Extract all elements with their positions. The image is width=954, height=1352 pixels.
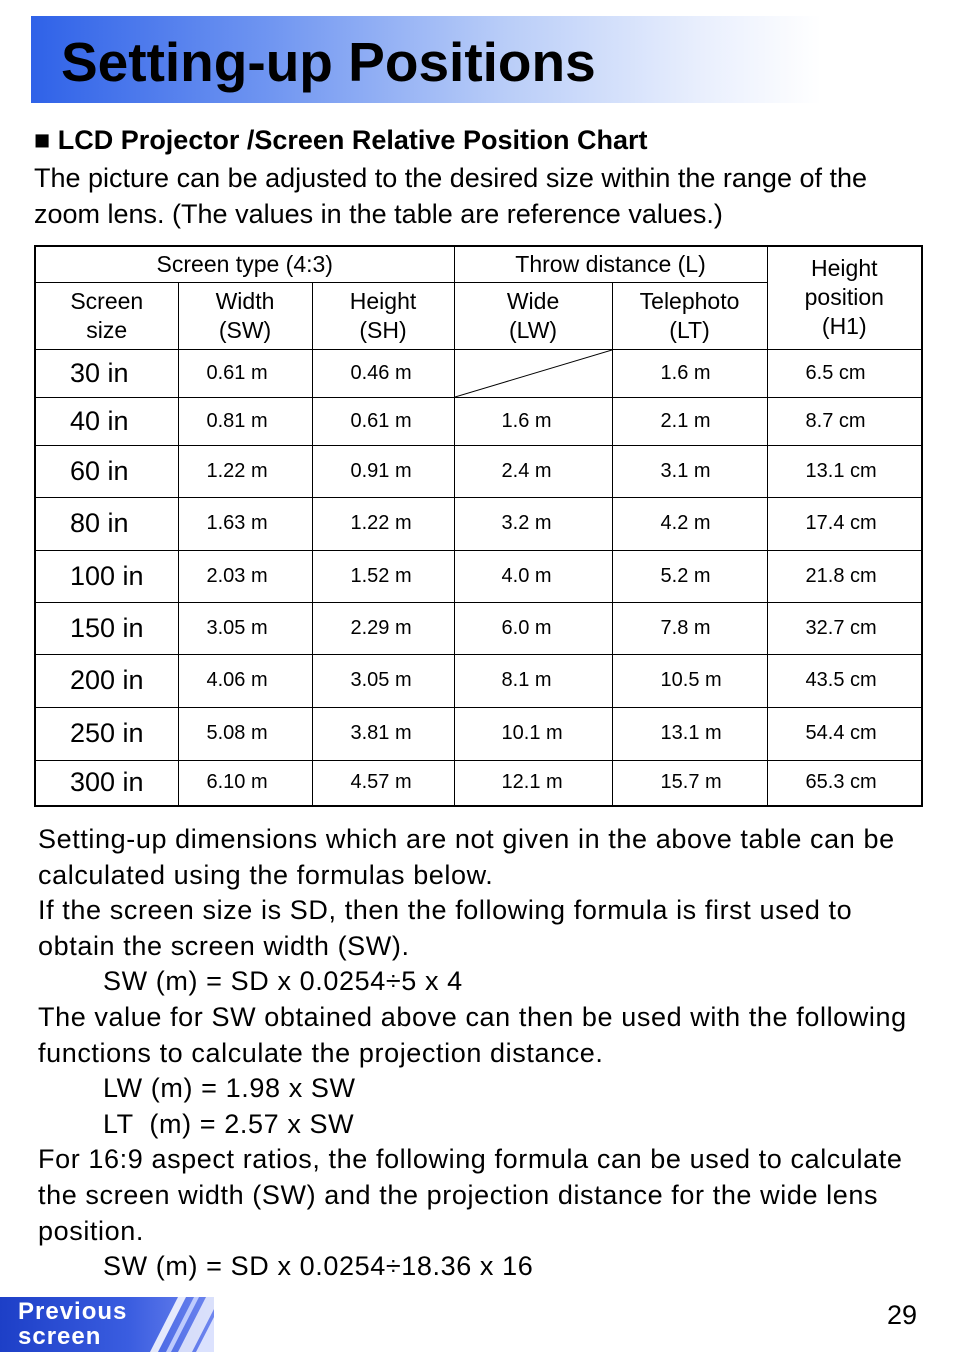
table-row [35,602,922,654]
cell-sw: 1.63 m [178,497,312,550]
cell-sh: 4.57 m [312,760,454,806]
cell-h1: 43.5 cm [767,654,922,707]
title-banner [31,16,821,103]
cell-size: 80 in [35,497,178,550]
cell-lw: 8.1 m [454,654,612,707]
cell-size: 300 in [35,760,178,806]
cell-sh: 0.61 m [312,397,454,445]
cell-sh: 0.46 m [312,349,454,397]
header-width: Width (SW) [178,282,312,349]
page-title: Setting-up Positions [61,31,596,93]
cell-sw: 5.08 m [178,707,312,760]
cell-h1: 8.7 cm [767,397,922,445]
cell-sh: 2.29 m [312,602,454,654]
table-row [35,550,922,602]
header-throw-distance: Throw distance (L) [454,246,767,282]
cell-lw-not-applicable [454,349,612,397]
cell-sw: 2.03 m [178,550,312,602]
previous-screen-label [18,1299,168,1349]
formula-lw: LW (m) = 1.98 x SW [103,1073,356,1104]
cell-lw: 2.4 m [454,445,612,497]
cell-h1: 65.3 cm [767,760,922,806]
cell-lt: 1.6 m [612,349,767,397]
intro-text: The picture can be adjusted to the desired size within the range of the zoom lens. (The values in the table are reference values.) [34,163,868,229]
header-height-position: Height position (H1) [767,246,922,349]
position-chart-table [34,245,923,807]
body-paragraph: Setting-up dimensions which are not given in the above table can be calculated using the formulas below. [38,824,895,890]
cell-sw: 3.05 m [178,602,312,654]
cell-h1: 6.5 cm [767,349,922,397]
cell-lw: 3.2 m [454,497,612,550]
cell-size: 200 in [35,654,178,707]
header-screen-size: Screen size [35,282,178,349]
cell-h1: 13.1 cm [767,445,922,497]
table-row [35,349,922,397]
cell-sw: 0.61 m [178,349,312,397]
cell-h1: 32.7 cm [767,602,922,654]
formula-lt: LT (m) = 2.57 x SW [103,1108,355,1139]
cell-size: 100 in [35,550,178,602]
table-header-row-1 [35,246,922,282]
table-row [35,497,922,550]
cell-lw: 12.1 m [454,760,612,806]
cell-sh: 3.81 m [312,707,454,760]
body-paragraph: For 16:9 aspect ratios, the following formula can be used to calculate the screen width (SW) and the projection distance for the wide lens position. [38,1144,903,1246]
header-height: Height (SH) [312,282,454,349]
previous-label-line2: screen [18,1323,102,1350]
cell-sw: 0.81 m [178,397,312,445]
body-paragraph: The value for SW obtained above can then be used with the following functions to calculate the projection distance. [38,1001,907,1068]
cell-size: 40 in [35,397,178,445]
cell-lt: 13.1 m [612,707,767,760]
table-row [35,654,922,707]
previous-label-line1: Previous [18,1298,128,1325]
cell-h1: 54.4 cm [767,707,922,760]
cell-lt: 7.8 m [612,602,767,654]
cell-lt: 3.1 m [612,445,767,497]
cell-sh: 0.91 m [312,445,454,497]
formula-sw-169: SW (m) = SD x 0.0254÷18.36 x 16 [103,1251,534,1282]
cell-lt: 4.2 m [612,497,767,550]
cell-sw: 4.06 m [178,654,312,707]
formula-explanation [38,822,928,1285]
cell-lt: 5.2 m [612,550,767,602]
cell-lw: 4.0 m [454,550,612,602]
page-number: 29 [887,1300,918,1330]
cell-lw: 1.6 m [454,397,612,445]
cell-sw: 1.22 m [178,445,312,497]
cell-sw: 6.10 m [178,760,312,806]
cell-sh: 3.05 m [312,654,454,707]
diagonal-line-icon [455,350,612,397]
cell-size: 250 in [35,707,178,760]
table-row [35,760,922,806]
cell-lt: 15.7 m [612,760,767,806]
table-row [35,397,922,445]
header-wide: Wide (LW) [454,282,612,349]
cell-h1: 17.4 cm [767,497,922,550]
cell-lt: 2.1 m [612,397,767,445]
previous-screen-button[interactable] [0,1297,214,1352]
cell-lw: 6.0 m [454,602,612,654]
cell-sh: 1.22 m [312,497,454,550]
cell-h1: 21.8 cm [767,550,922,602]
body-paragraph: If the screen size is SD, then the following formula is first used to obtain the screen width (SW). [38,895,853,961]
header-screen-type: Screen type (4:3) [35,246,454,282]
table-row [35,707,922,760]
cell-size: 150 in [35,602,178,654]
formula-sw: SW (m) = SD x 0.0254÷5 x 4 [103,966,463,997]
cell-lt: 10.5 m [612,654,767,707]
cell-size: 60 in [35,445,178,497]
cell-lw: 10.1 m [454,707,612,760]
table-row [35,445,922,497]
cell-sh: 1.52 m [312,550,454,602]
section-heading: ■ LCD Projector /Screen Relative Position Chart [34,125,648,155]
header-telephoto: Telephoto (LT) [612,282,767,349]
cell-size: 30 in [35,349,178,397]
